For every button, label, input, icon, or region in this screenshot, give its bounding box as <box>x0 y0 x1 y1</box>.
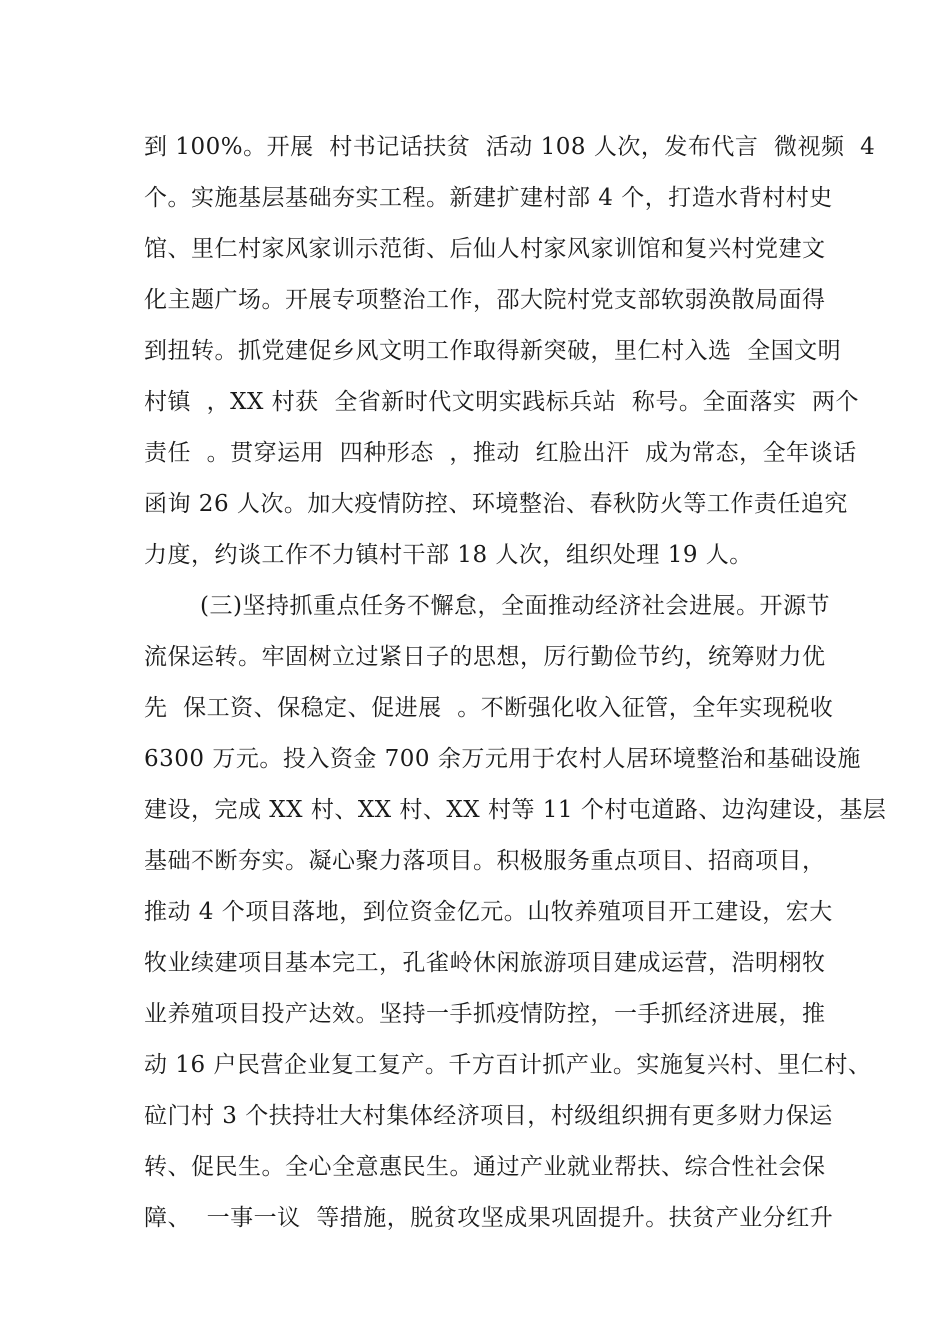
text-line: 砬门村 3 个扶持壮大村集体经济项目，村级组织拥有更多财力保运 <box>144 1103 833 1129</box>
text-line: 基础不断夯实。凝心聚力落项目。积极服务重点项目、招商项目， <box>144 848 826 874</box>
text-line: 障、 一事一议 等措施，脱贫攻坚成果巩固提升。扶贫产业分红升 <box>144 1205 834 1231</box>
text-line: 动 16 户民营企业复工复产。千方百计抓产业。实施复兴村、里仁村、 <box>144 1052 872 1078</box>
text-line: 6300 万元。投入资金 700 余万元用于农村人居环境整治和基础设施 <box>144 746 861 772</box>
text-line: 牧业续建项目基本完工，孔雀岭休闲旅游项目建成运营，浩明栩牧 <box>144 950 826 976</box>
text-line: 村镇 ，XX 村获 全省新时代文明实践标兵站 称号。全面落实 两个 <box>144 389 860 415</box>
text-line: 到 100%。开展 村书记话扶贫 活动 108 人次，发布代言 微视频 4 <box>144 134 876 160</box>
text-line: 先 保工资、保稳定、促进展 。不断强化收入征管，全年实现税收 <box>144 695 834 721</box>
text-line: 流保运转。牢固树立过紧日子的思想，厉行勤俭节约，统筹财力优 <box>144 644 826 670</box>
text-line: 个。实施基层基础夯实工程。新建扩建村部 4 个，打造水背村村史 <box>144 185 833 211</box>
text-line: 函询 26 人次。加大疫情防控、环境整治、春秋防火等工作责任追究 <box>144 491 848 517</box>
text-line: 推动 4 个项目落地，到位资金亿元。山牧养殖项目开工建设，宏大 <box>144 899 833 925</box>
text-line: 责任 。贯穿运用 四种形态 ，推动 红脸出汗 成为常态，全年谈话 <box>144 440 857 466</box>
text-line: 馆、里仁村家风家训示范街、后仙人村家风家训馆和复兴村党建文 <box>144 236 826 262</box>
text-line: 化主题广场。开展专项整治工作，邵大院村党支部软弱涣散局面得 <box>144 287 826 313</box>
text-line: 转、促民生。全心全意惠民生。通过产业就业帮扶、综合性社会保 <box>144 1154 826 1180</box>
text-line: 建设，完成 XX 村、XX 村、XX 村等 11 个村屯道路、边沟建设，基层 <box>144 797 887 823</box>
text-line: 业养殖项目投产达效。坚持一手抓疫情防控，一手抓经济进展，推 <box>144 1001 826 1027</box>
body-text <box>0 126 950 1336</box>
text-line: 到扭转。抓党建促乡风文明工作取得新突破，里仁村入选 全国文明 <box>144 338 842 364</box>
section-heading-line: (三)坚持抓重点任务不懈怠，全面推动经济社会进展。开源节 <box>200 593 830 619</box>
text-line: 力度，约谈工作不力镇村干部 18 人次，组织处理 19 人。 <box>144 542 753 568</box>
